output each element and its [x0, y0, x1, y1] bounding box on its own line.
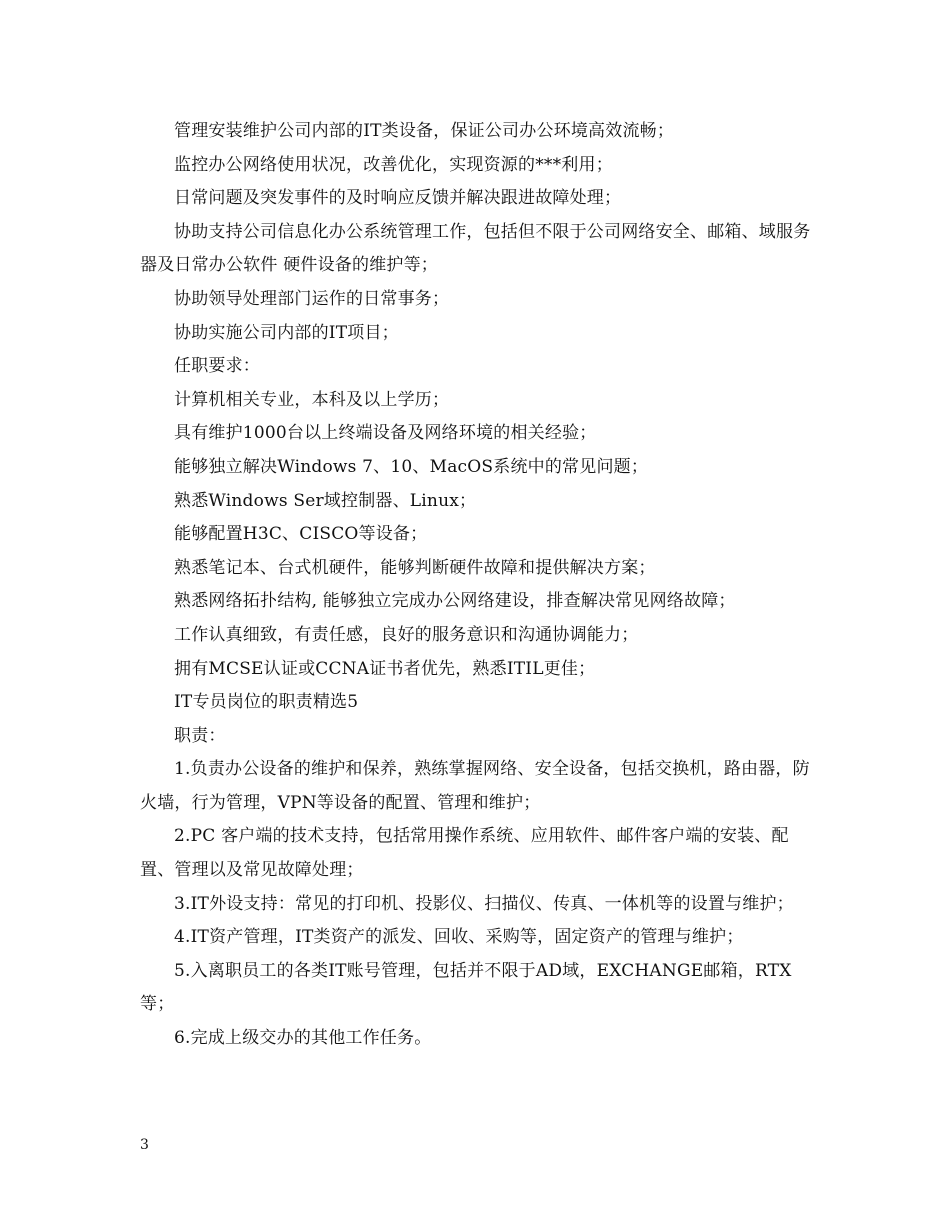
- paragraph: 监控办公网络使用状况，改善优化，实现资源的***利用；: [174, 154, 613, 175]
- list-item: 2.PC 客户端的技术支持，包括常用操作系统、应用软件、邮件客户端的安装、配置、管理以及常见故障处理；: [140, 826, 789, 881]
- document-body: [140, 115, 820, 1056]
- paragraph: 熟悉笔记本、台式机硬件，能够判断硬件故障和提供解决方案；: [174, 557, 656, 578]
- paragraph: 日常问题及突发事件的及时响应反馈并解决跟进故障处理；: [174, 188, 622, 209]
- list-item: 3.IT外设支持：常见的打印机、投影仪、扫描仪、传真、一体机等的设置与维护；: [174, 893, 794, 914]
- page-number: 3: [140, 1137, 149, 1153]
- paragraph: 能够配置H3C、CISCO等设备；: [174, 524, 428, 545]
- paragraph: 管理安装维护公司内部的IT类设备，保证公司办公环境高效流畅；: [174, 121, 675, 141]
- section-heading: 任职要求：: [174, 356, 260, 377]
- paragraph: 熟悉Windows Ser域控制器、Linux；: [174, 490, 477, 511]
- list-item: 4.IT资产管理，IT类资产的派发、回收、采购等，固定资产的管理与维护；: [174, 927, 744, 948]
- paragraph: 协助实施公司内部的IT项目；: [174, 322, 399, 343]
- paragraph: 计算机相关专业，本科及以上学历；: [174, 389, 450, 410]
- section-heading: IT专员岗位的职责精选5: [174, 692, 359, 713]
- list-item: 1.负责办公设备的维护和保养，熟练掌握网络、安全设备，包括交换机，路由器，防火墙，行为管理，VPN等设备的配置、管理和维护；: [140, 759, 810, 813]
- list-item: 6.完成上级交办的其他工作任务。: [174, 1028, 432, 1049]
- paragraph: 协助领导处理部门运作的日常事务；: [174, 288, 450, 309]
- paragraph: 工作认真细致，有责任感，良好的服务意识和沟通协调能力；: [174, 624, 639, 645]
- paragraph: 熟悉网络拓扑结构, 能够独立完成办公网络建设，排查解决常见网络故障；: [174, 591, 736, 612]
- paragraph: 协助支持公司信息化办公系统管理工作，包括但不限于公司网络安全、邮箱、域服务器及日常办公软件 硬件设备的维护等；: [140, 221, 811, 276]
- section-heading: 职责：: [174, 725, 226, 746]
- list-item: 5.入离职员工的各类IT账号管理，包括并不限于AD域，EXCHANGE邮箱，RTX等；: [140, 960, 792, 1015]
- paragraph: 具有维护1000台以上终端设备及网络环境的相关经验；: [174, 423, 597, 444]
- paragraph: 能够独立解决Windows 7、10、MacOS系统中的常见问题；: [174, 456, 649, 477]
- paragraph: 拥有MCSE认证或CCNA证书者优先，熟悉ITIL更佳；: [174, 658, 596, 679]
